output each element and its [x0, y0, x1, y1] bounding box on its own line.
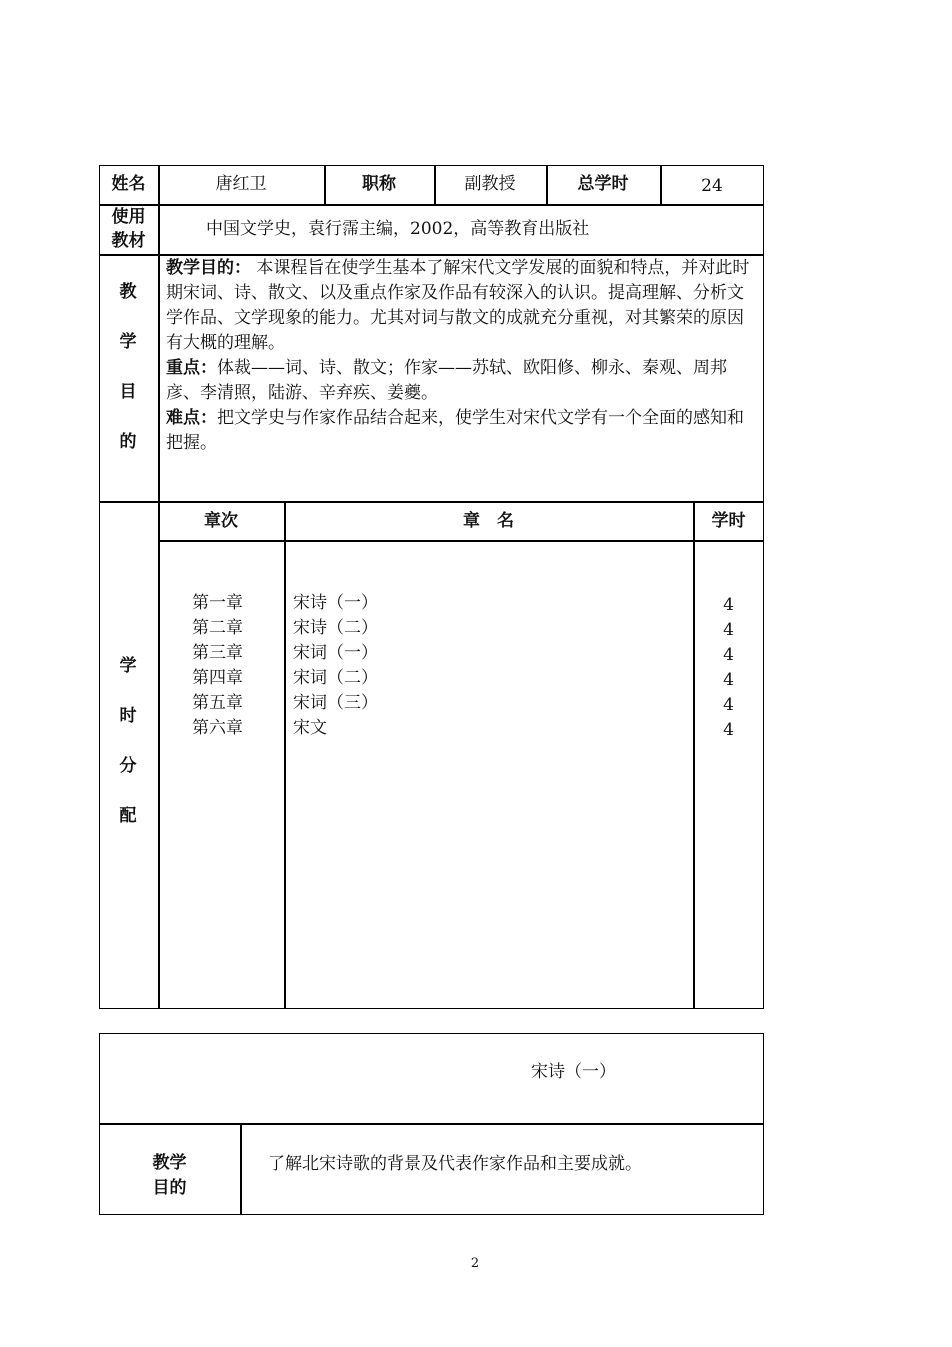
hours-cell: 4 — [723, 695, 734, 715]
col-divider — [284, 501, 286, 1009]
chapter-cell: 第六章 — [192, 718, 243, 738]
purpose-label-char: 学 — [119, 332, 137, 352]
chapter-cell: 第二章 — [192, 618, 243, 638]
key-paragraph — [166, 356, 760, 406]
purpose-label-char: 教 — [119, 282, 137, 302]
title-value: 副教授 — [464, 174, 516, 194]
hours-cell: 4 — [723, 645, 734, 665]
chapter-cell: 第五章 — [192, 693, 243, 713]
key-text: 体裁——词、诗、散文；作家——苏轼、欧阳修、柳永、秦观、周邦彦、李清照，陆游、辛弃疾、姜夔。 — [166, 358, 727, 403]
purpose-label-char: 目 — [119, 382, 137, 402]
chapter-name-cell: 宋词（二） — [293, 668, 378, 688]
schedule-label-char: 配 — [119, 806, 137, 826]
textbook-label-line2: 教材 — [111, 231, 146, 251]
chapter-name-list — [293, 591, 378, 741]
lesson-title: 宋诗（一） — [531, 1062, 616, 1082]
textbook-value: 中国文学史，袁行霈主编，2002，高等教育出版社 — [206, 219, 590, 239]
difficult-text: 把文学史与作家作品结合起来，使学生对宋代文学有一个全面的感知和把握。 — [166, 408, 744, 453]
row-divider — [99, 501, 764, 503]
col-divider — [693, 501, 695, 1009]
hours-cell: 4 — [723, 620, 734, 640]
page-number: 2 — [470, 1256, 480, 1271]
chapter-name-cell: 宋词（三） — [293, 693, 378, 713]
chapter-cell: 第四章 — [192, 668, 243, 688]
schedule-label-char: 分 — [119, 756, 137, 776]
title-label: 职称 — [362, 174, 396, 194]
lesson-goal-label-line1: 教学 — [152, 1153, 187, 1173]
purpose-content — [166, 256, 760, 456]
goal-paragraph — [166, 256, 760, 356]
goal-text: 本课程旨在使学生基本了解宋代文学发展的面貌和特点，并对此时期宋词、诗、散文、以及重点作家及作品有较深入的认识。提高理解、分析文学作品、文学现象的能力。尤其对词与散文的成就充分重视，对其繁荣的原因有大概的理解。 — [166, 258, 750, 353]
col-header-chapter: 章次 — [204, 511, 238, 531]
chapter-list — [192, 591, 243, 741]
difficult-label: 难点： — [166, 408, 217, 428]
schedule-label-char: 学 — [119, 656, 137, 676]
col-divider — [240, 1123, 242, 1215]
lesson-goal-label — [99, 1151, 240, 1201]
hours-cell: 4 — [723, 670, 734, 690]
hours-list — [693, 593, 764, 743]
lesson-goal-text: 了解北宋诗歌的背景及代表作家作品和主要成就。 — [268, 1154, 642, 1174]
name-label: 姓名 — [111, 174, 146, 194]
total-hours-value: 24 — [701, 176, 723, 196]
chapter-cell: 第三章 — [192, 643, 243, 663]
row-divider — [158, 540, 764, 542]
total-hours-label: 总学时 — [577, 174, 629, 194]
col-header-hours: 学时 — [711, 511, 746, 531]
row-divider — [99, 204, 764, 206]
chapter-name-cell: 宋词（一） — [293, 643, 378, 663]
col-divider — [158, 165, 160, 1009]
purpose-label — [99, 280, 157, 480]
hours-cell: 4 — [723, 720, 734, 740]
schedule-label-char: 时 — [119, 706, 137, 726]
row-divider — [99, 1123, 764, 1125]
chapter-cell: 第一章 — [192, 593, 243, 613]
chapter-name-cell: 宋诗（一） — [293, 593, 378, 613]
textbook-label — [99, 205, 158, 253]
hours-cell: 4 — [723, 595, 734, 615]
chapter-name-cell: 宋诗（二） — [293, 618, 378, 638]
col-header-name: 章 名 — [463, 511, 514, 531]
key-label: 重点： — [166, 358, 217, 378]
schedule-label — [99, 654, 157, 854]
lesson-goal-label-line2: 目的 — [152, 1178, 187, 1198]
name-value: 唐红卫 — [215, 174, 267, 194]
purpose-label-char: 的 — [119, 432, 137, 452]
goal-label: 教学目的： — [166, 258, 251, 278]
textbook-label-line1: 使用 — [111, 207, 146, 227]
chapter-name-cell: 宋文 — [293, 718, 327, 738]
difficult-paragraph — [166, 406, 760, 456]
